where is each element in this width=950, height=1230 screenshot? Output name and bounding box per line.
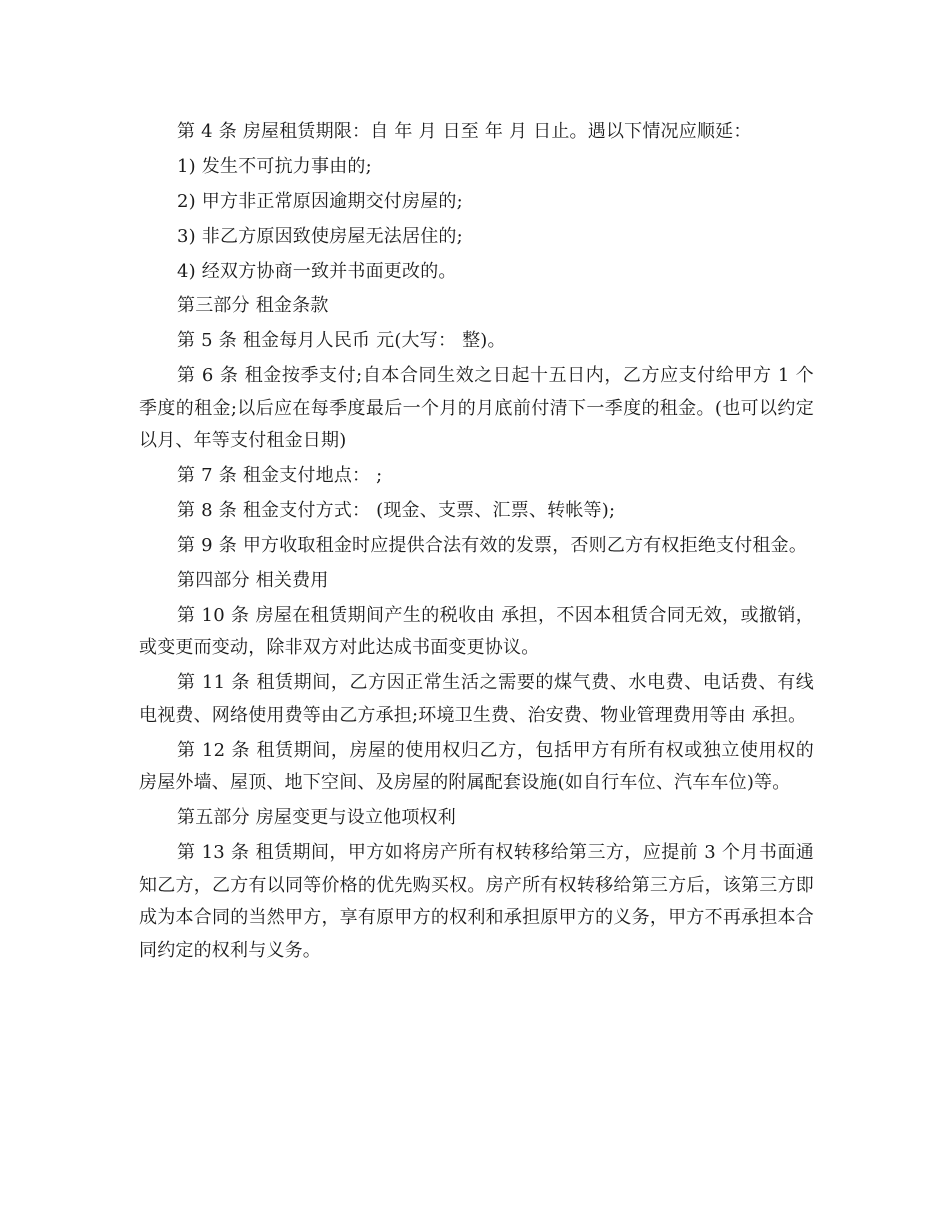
list-item-written-change: 4) 经双方协商一致并书面更改的。 bbox=[177, 260, 457, 282]
clause-13-ownership-transfer: 第 13 条 租赁期间，甲方如将房产所有权转移给第三方，应提前 3 个月书面通知乙方，乙方有以同等价格的优先购买权。房产所有权转移给第三方后，该第三方即成为本合同的当然甲方，享有原甲方的权利和承担原甲方的义务，甲方不再承担本合同约定的权利与义务。 bbox=[139, 842, 814, 961]
list-item-force-majeure: 1) 发生不可抗力事由的; bbox=[177, 155, 372, 177]
clause-12-usage-rights: 第 12 条 租赁期间，房屋的使用权归乙方，包括甲方有所有权或独立使用权的房屋外墙、屋顶、地下空间、及房屋的附属配套设施(如自行车位、汽车车位)等。 bbox=[139, 739, 814, 794]
contract-body bbox=[139, 116, 814, 968]
section-heading-fees: 第四部分 相关费用 bbox=[177, 569, 329, 591]
clause-4-term: 第 4 条 房屋租赁期限：自 年 月 日至 年 月 日止。遇以下情况应顺延： bbox=[177, 121, 752, 142]
clause-9-invoice: 第 9 条 甲方收取租金时应提供合法有效的发票，否则乙方有权拒绝支付租金。 bbox=[177, 535, 808, 557]
clause-7-payment-location: 第 7 条 租金支付地点： ; bbox=[177, 465, 383, 487]
clause-8-payment-method: 第 8 条 租金支付方式： (现金、支票、汇票、转帐等); bbox=[177, 500, 616, 522]
clause-11-utilities: 第 11 条 租赁期间，乙方因正常生活之需要的煤气费、水电费、电话费、有线电视费、网络使用费等由乙方承担;环境卫生费、治安费、物业管理费用等由 承担。 bbox=[139, 672, 814, 726]
section-heading-rent: 第三部分 租金条款 bbox=[177, 295, 329, 317]
list-item-late-delivery: 2) 甲方非正常原因逾期交付房屋的; bbox=[177, 190, 463, 212]
clause-6-payment-schedule: 第 6 条 租金按季支付;自本合同生效之日起十五日内，乙方应支付给甲方 1 个季度的租金;以后应在每季度最后一个月的月底前付清下一季度的租金。(也可以约定以月、年等支付租金日期) bbox=[139, 365, 814, 452]
clause-5-rent-amount: 第 5 条 租金每月人民币 元(大写： 整)。 bbox=[177, 330, 506, 352]
clause-10-taxes: 第 10 条 房屋在租赁期间产生的税收由 承担，不因本租赁合同无效，或撤销，或变更而变动，除非双方对此达成书面变更协议。 bbox=[139, 604, 814, 659]
list-item-uninhabitable: 3) 非乙方原因致使房屋无法居住的; bbox=[177, 225, 463, 247]
section-heading-changes: 第五部分 房屋变更与设立他项权利 bbox=[177, 807, 456, 829]
